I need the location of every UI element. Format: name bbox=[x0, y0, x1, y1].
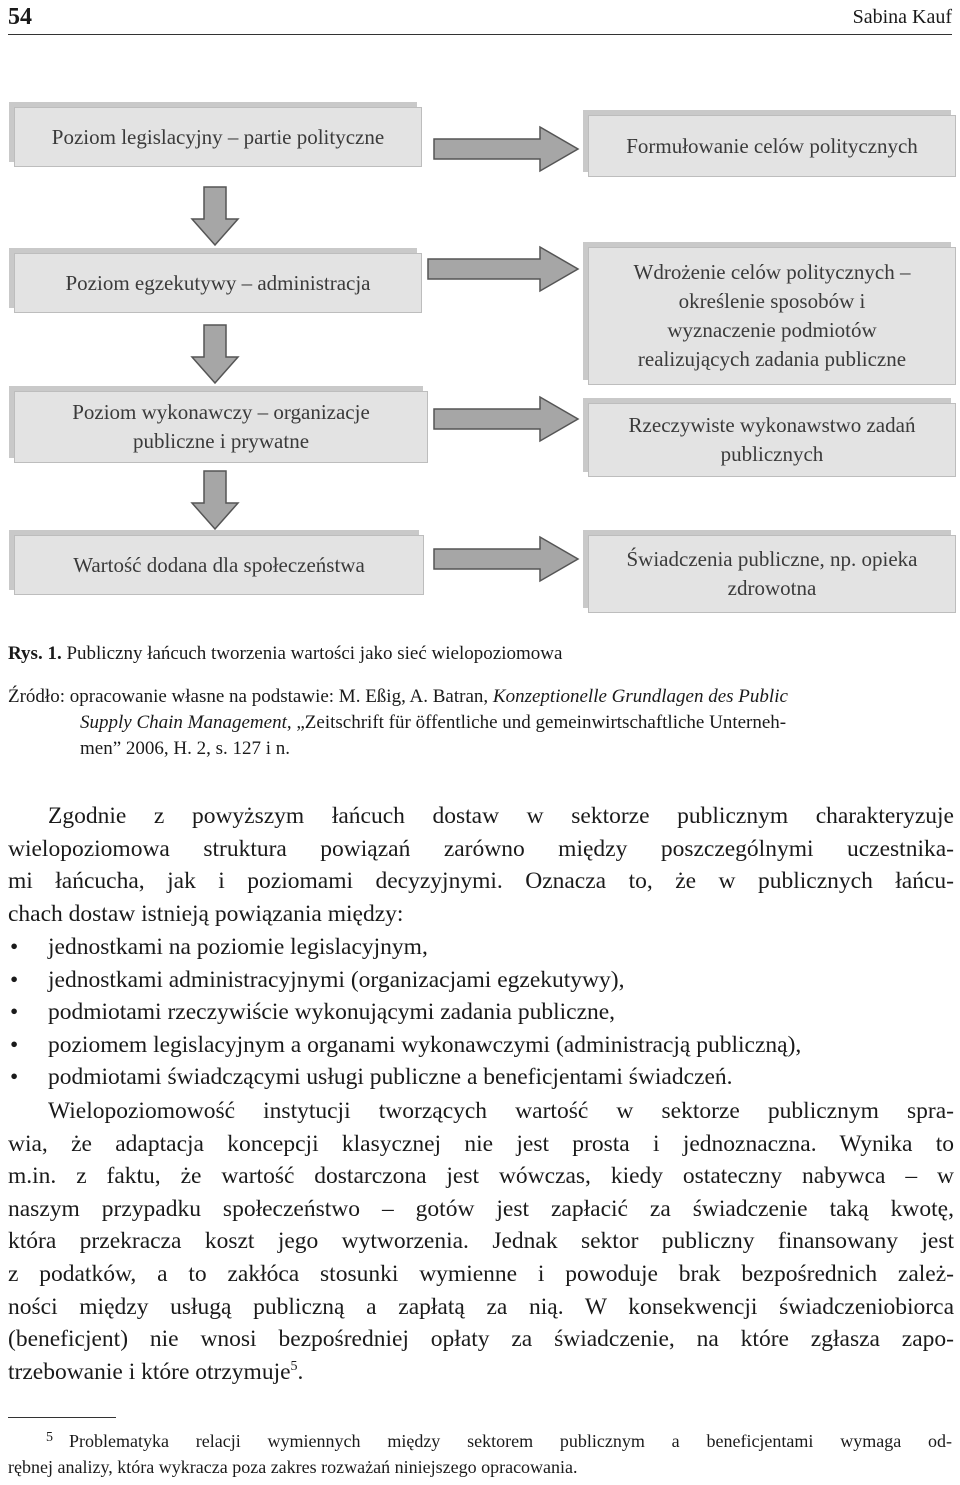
text-line: (beneficjent) nie wnosi bezpośredniej opłaty za świadczenie, na które zgłasza zapo- bbox=[8, 1326, 954, 1353]
text-line: Wielopoziomowość instytucji tworzących wartość w sektorze publicznym spra- bbox=[48, 1098, 954, 1124]
list-item: • poziomem legislacyjnym a organami wykonawczymi (administracją publiczną), bbox=[8, 1029, 954, 1062]
text-line: Zgodnie z powyższym łańcuch dostaw w sektorze publicznym charakteryzuje bbox=[48, 803, 954, 829]
footnote-line bbox=[8, 1428, 952, 1454]
text-line: wielopoziomowa struktura powiązań zarówno między poszczególnymi uczestnika- bbox=[8, 835, 954, 862]
footnote-rule bbox=[8, 1417, 116, 1418]
box-text-line: Rzeczywiste wykonawstwo zadań bbox=[628, 413, 916, 437]
text-line: która przekracza koszt jego wytworzenia. Jednak sektor publiczny finansowany jest bbox=[8, 1228, 954, 1255]
figure-caption bbox=[8, 643, 562, 665]
box-actual-execution bbox=[588, 403, 956, 477]
list-item: • podmiotami rzeczywiście wykonującymi zadania publiczne, bbox=[8, 996, 954, 1029]
box-text-line: określenie sposobów i bbox=[678, 289, 866, 313]
box-added-value bbox=[14, 535, 424, 595]
figure-label: Rys. 1. bbox=[8, 643, 62, 664]
box-text-line: Poziom legislacyjny – partie polityczne bbox=[51, 124, 385, 149]
paragraph-1 bbox=[8, 800, 954, 930]
page-number: 54 bbox=[8, 4, 32, 30]
right-arrow-icon bbox=[432, 125, 582, 173]
box-text-line: Wdrożenie celów politycznych – bbox=[633, 260, 911, 284]
text-fragment: trzebowanie i które otrzymuje bbox=[8, 1358, 291, 1385]
page-header bbox=[8, 0, 952, 34]
source-text: men” 2006, H. 2, s. 127 i n. bbox=[80, 738, 291, 759]
box-text-line: zdrowotna bbox=[727, 576, 817, 600]
header-rule bbox=[8, 34, 952, 35]
source-title-italic: Konzeptionelle Grundlagen des Public bbox=[492, 686, 788, 707]
value-chain-diagram bbox=[0, 95, 960, 620]
list-item: • jednostkami administracyjnymi (organizacjami egzekutywy), bbox=[8, 964, 954, 997]
source-text: Źródło: opracowanie własne na podstawie: M. Eßig, A. Batran, bbox=[8, 686, 493, 707]
down-arrow-icon bbox=[190, 469, 240, 531]
box-text-line: Świadczenia publiczne, np. opieka bbox=[626, 547, 918, 571]
box-text-line: publiczne i prywatne bbox=[132, 429, 310, 453]
list-item: • jednostkami na poziomie legislacyjnym, bbox=[8, 931, 954, 964]
text-fragment: . bbox=[297, 1358, 304, 1385]
box-text-line: wyznaczenie podmiotów bbox=[667, 318, 877, 342]
right-arrow-icon bbox=[432, 535, 582, 583]
paragraph-2 bbox=[8, 1095, 954, 1388]
footnote-text: Problematyka relacji wymiennych między sektorem publicznym a beneficjentami wymaga od- bbox=[69, 1431, 952, 1451]
box-implementation bbox=[588, 247, 956, 385]
box-text-line: realizujących zadania publiczne bbox=[637, 347, 907, 371]
down-arrow-icon bbox=[190, 185, 240, 247]
right-arrow-icon bbox=[432, 395, 582, 443]
list-item: • podmiotami świadczącymi usługi publiczne a beneficjentami świadczeń. bbox=[8, 1061, 954, 1094]
source-title-italic: Supply Chain Management bbox=[80, 712, 287, 733]
figure-source bbox=[8, 684, 952, 762]
box-text-line: Poziom egzekutywy – administracja bbox=[65, 270, 371, 295]
box-legislative-level bbox=[14, 107, 422, 167]
text-line bbox=[8, 1356, 954, 1389]
box-executive-level bbox=[14, 253, 422, 313]
bullet-list bbox=[8, 931, 954, 1094]
box-policy-goals bbox=[588, 115, 956, 177]
text-line: naszym przypadku społeczeństwo – gotów jest zapłacić za świadczenie taką kwotę, bbox=[8, 1195, 954, 1222]
box-text-line: publicznych bbox=[720, 442, 824, 466]
source-text: , „Zeitschrift für öffentliche und gemeinwirtschaftliche Unterneh- bbox=[286, 712, 787, 733]
running-head-author: Sabina Kauf bbox=[852, 6, 952, 28]
source-line bbox=[8, 710, 952, 736]
source-line bbox=[8, 684, 952, 710]
footnote-reference[interactable]: 5 bbox=[290, 1358, 298, 1374]
right-arrow-icon bbox=[426, 245, 582, 293]
footnote-line: rębnej analizy, która wykracza poza zakres rozważań niniejszego opracowania. bbox=[8, 1457, 578, 1477]
text-line: m.in. z faktu, że wartość dostarczona jest wówczas, kiedy ostateczny nabywca – w bbox=[8, 1163, 954, 1190]
text-line: mi łańcucha, jak i poziomami decyzyjnymi. Oznacza to, że w publicznych łańcu- bbox=[8, 868, 954, 895]
down-arrow-icon bbox=[190, 323, 240, 385]
box-text-line: Poziom wykonawczy – organizacje bbox=[72, 400, 370, 424]
footnote bbox=[8, 1428, 952, 1480]
text-line: z podatków, a to zakłóca stosunki wymienne i powoduje brak bezpośrednich zależ- bbox=[8, 1260, 954, 1287]
box-public-services bbox=[588, 535, 956, 613]
footnote-number: 5 bbox=[46, 1430, 53, 1445]
figure-caption-text: Publiczny łańcuch tworzenia wartości jako sieć wielopoziomowa bbox=[61, 643, 563, 664]
text-line: wia, że adaptacja koncepcji klasycznej nie jest prosta i jednoznaczna. Wynika to bbox=[8, 1130, 954, 1157]
box-text-line: Wartość dodana dla społeczeństwa bbox=[73, 552, 365, 577]
source-line bbox=[8, 736, 952, 762]
box-operational-level bbox=[14, 391, 428, 463]
text-line: ności między usługą publiczną a zapłatą za nią. W konsekwencji świadczeniobiorca bbox=[8, 1293, 954, 1320]
box-text-line: Formułowanie celów politycznych bbox=[626, 133, 918, 158]
text-line: chach dostaw istnieją powiązania między: bbox=[8, 900, 404, 927]
